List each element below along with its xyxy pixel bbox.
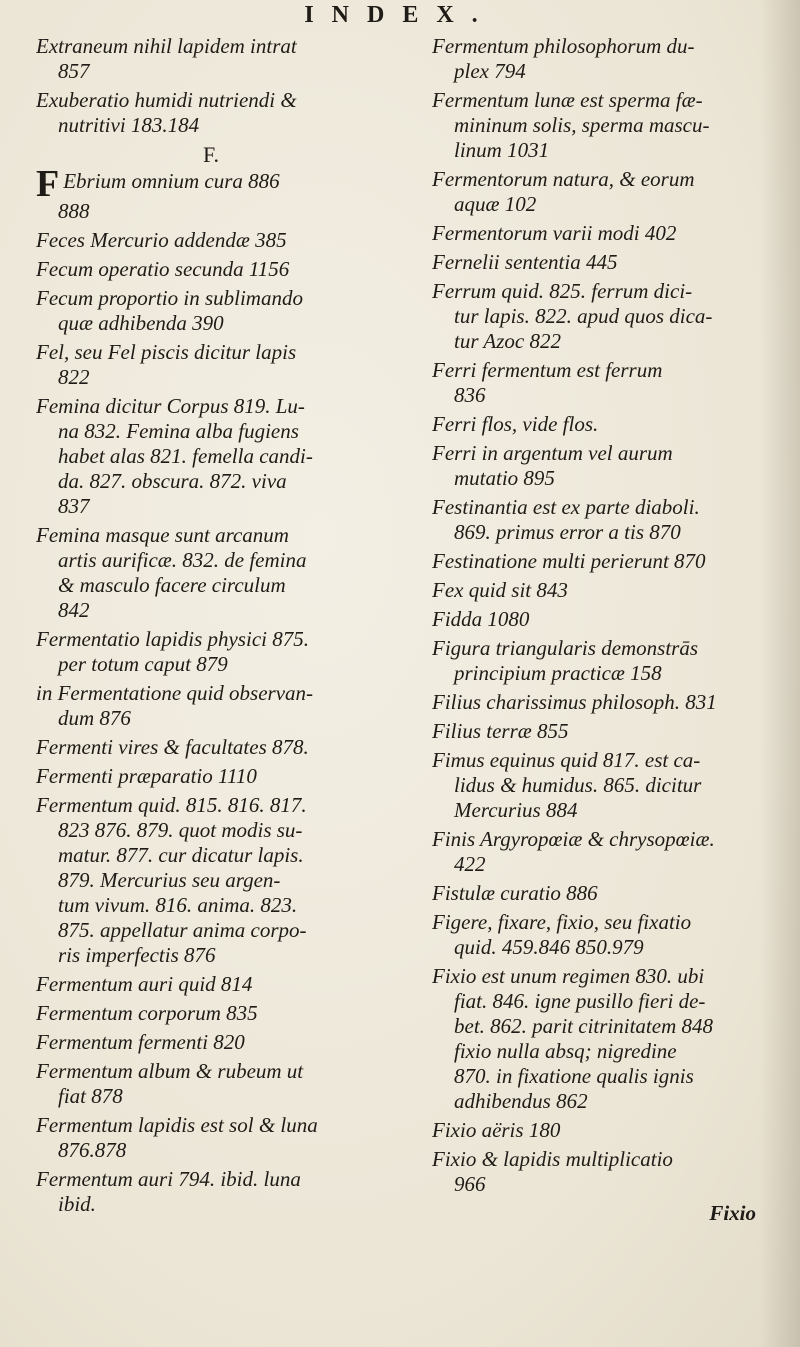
index-entry-line: Fermentatio lapidis physici 875. (36, 627, 309, 651)
index-entry (36, 1030, 386, 1055)
index-entry (432, 578, 774, 603)
index-entry-line: Fermentum auri 794. ibid. luna (36, 1167, 301, 1191)
index-entry (36, 1059, 386, 1109)
index-entry-line: Fimus equinus quid 817. est ca- (432, 748, 701, 772)
index-entry (36, 228, 386, 253)
index-entry-line: 857 (58, 59, 90, 83)
index-entry (432, 221, 774, 246)
index-entry-line: tur lapis. 822. apud quos dica- (454, 304, 713, 328)
index-entry-line: Femina masque sunt arcanum (36, 523, 289, 547)
index-entry-line: aquæ 102 (454, 192, 537, 216)
index-entry-line: Figura triangularis demonstrās (432, 636, 699, 660)
index-entry-line: 823 876. 879. quot modis su- (58, 818, 303, 842)
index-entry-line: & masculo facere circulum (58, 573, 286, 597)
index-entry-line: 879. Mercurius seu argen- (58, 868, 281, 892)
index-entry (36, 169, 386, 224)
index-entry-line: Fermentum corporum 835 (36, 1001, 258, 1025)
index-entry (36, 394, 386, 519)
index-entry-line: per totum caput 879 (58, 652, 228, 676)
index-entry-line: 870. in fixatione qualis ignis (454, 1064, 694, 1088)
index-entry-line: adhibendus 862 (454, 1089, 588, 1113)
index-entry-line: principium practicæ 158 (454, 661, 662, 685)
index-entry-line: 875. appellatur anima corpo- (58, 918, 307, 942)
index-entry-line: da. 827. obscura. 872. viva (58, 469, 287, 493)
index-entry-line: Fidda 1080 (432, 607, 530, 631)
index-entry-line: Figere, fixare, fixio, seu fixatio (432, 910, 692, 934)
drop-cap: F (36, 169, 60, 199)
index-entry (432, 910, 774, 960)
index-entry (432, 358, 774, 408)
index-entry-line: Fermentum lunæ est sperma fæ- (432, 88, 703, 112)
index-entry-line: mutatio 895 (454, 466, 555, 490)
index-entry (432, 748, 774, 823)
index-entry-line: Feces Mercurio addendæ 385 (36, 228, 287, 252)
index-entry-line: Festinantia est ex parte diaboli. (432, 495, 700, 519)
index-entry-line: Fermentum lapidis est sol & luna (36, 1113, 318, 1137)
index-entry (432, 167, 774, 217)
index-entry-line: dum 876 (58, 706, 131, 730)
index-entry-line: Fixio & lapidis multiplicatio (432, 1147, 673, 1171)
index-entry-line: 869. primus error a tis 870 (454, 520, 681, 544)
left-column (36, 34, 386, 1221)
index-entry (432, 827, 774, 877)
index-entry (36, 34, 386, 84)
page-header: INDEX. (304, 2, 496, 28)
index-entry-line: Ferri flos, vide flos. (432, 412, 599, 436)
index-entry-line: ibid. (58, 1192, 96, 1216)
index-entry (36, 1167, 386, 1217)
index-entry-line: na 832. Femina alba fugiens (58, 419, 299, 443)
section-letter: F. (203, 142, 219, 167)
index-entry-line: Fixio est unum regimen 830. ubi (432, 964, 705, 988)
catchword: Fixio (709, 1201, 756, 1225)
index-entry-line: 966 (454, 1172, 486, 1196)
index-entry-line: 888 (58, 199, 90, 223)
index-entry-line: lidus & humidus. 865. dicitur (454, 773, 702, 797)
index-entry-line: 842 (58, 598, 90, 622)
index-entry-line: tum vivum. 816. anima. 823. (58, 893, 298, 917)
index-entry-line: bet. 862. parit citrinitatem 848 (454, 1014, 713, 1038)
index-entry (432, 549, 774, 574)
index-entry-line: fixio nulla absq; nigredine (454, 1039, 677, 1063)
index-entry-line: fiat 878 (58, 1084, 123, 1108)
index-entry-line: fiat. 846. igne pusillo fieri de- (454, 989, 706, 1013)
index-entry-line: Fex quid sit 843 (432, 578, 568, 602)
index-entry (432, 250, 774, 275)
index-entry-line: quid. 459.846 850.979 (454, 935, 644, 959)
index-entry-line: quæ adhibenda 390 (58, 311, 224, 335)
index-entry-line: Ferri in argentum vel aurum (432, 441, 673, 465)
index-entry-line: 836 (454, 383, 486, 407)
index-entry (36, 972, 386, 997)
index-entry-line: Mercurius 884 (454, 798, 578, 822)
index-entry (36, 286, 386, 336)
index-entry (36, 681, 386, 731)
index-entry-line: 876.878 (58, 1138, 127, 1162)
index-entry (432, 1118, 774, 1143)
index-entry (432, 441, 774, 491)
index-entry-line: Filius terræ 855 (432, 719, 569, 743)
index-entry (432, 690, 774, 715)
index-entry (36, 88, 386, 138)
index-entry (36, 257, 386, 282)
index-entry (36, 340, 386, 390)
index-entry-line: Finis Argyropœiæ & chrysopœiæ. (432, 827, 715, 851)
index-entry-line: ris imperfectis 876 (58, 943, 216, 967)
index-entry-line: in Fermentatione quid observan- (36, 681, 314, 705)
index-entry-line: nutritivi 183.184 (58, 113, 200, 137)
index-entry-line: matur. 877. cur dicatur lapis. (58, 843, 304, 867)
index-entry-line: tur Azoc 822 (454, 329, 561, 353)
index-entry (36, 523, 386, 623)
index-entry-line: Fermentorum varii modi 402 (432, 221, 677, 245)
index-entry-line: Fernelii sententia 445 (432, 250, 618, 274)
index-entry-line: Filius charissimus philosoph. 831 (432, 690, 717, 714)
index-entry (36, 1001, 386, 1026)
index-entry-line: 422 (454, 852, 486, 876)
index-entry-line: Fermentum fermenti 820 (36, 1030, 245, 1054)
index-entry (432, 279, 774, 354)
index-entry (36, 735, 386, 760)
index-entry (432, 412, 774, 437)
index-entry-line: Exuberatio humidi nutriendi & (36, 88, 297, 112)
index-entry-line: mininum solis, sperma mascu- (454, 113, 710, 137)
index-entry-line: Fixio aëris 180 (432, 1118, 561, 1142)
index-entry-line: plex 794 (454, 59, 526, 83)
index-entry-line: Fermentum quid. 815. 816. 817. (36, 793, 307, 817)
index-entry-line: Ferrum quid. 825. ferrum dici- (432, 279, 693, 303)
index-entry-line: Festinatione multi perierunt 870 (432, 549, 706, 573)
index-entry (432, 964, 774, 1114)
right-column (432, 34, 774, 1226)
index-entry-line: 822 (58, 365, 90, 389)
index-entry (36, 764, 386, 789)
index-entry-line: Fermentum auri quid 814 (36, 972, 253, 996)
index-entry-line: Fermenti vires & facultates 878. (36, 735, 309, 759)
index-entry-line: Fistulæ curatio 886 (432, 881, 598, 905)
index-entry (36, 627, 386, 677)
index-entry (432, 607, 774, 632)
index-entry (432, 881, 774, 906)
index-entry-line: Fermenti præparatio 1110 (36, 764, 257, 788)
index-entry (432, 636, 774, 686)
index-entry-line: Fecum operatio secunda 1156 (36, 257, 290, 281)
index-entry-line: Fermentum album & rubeum ut (36, 1059, 304, 1083)
index-entry-line: Fermentorum natura, & eorum (432, 167, 695, 191)
index-entry-line: Fel, seu Fel piscis dicitur lapis (36, 340, 297, 364)
index-entry (432, 88, 774, 163)
index-entry-line: 837 (58, 494, 90, 518)
index-entry (36, 1113, 386, 1163)
index-entry (432, 34, 774, 84)
index-entry-line: Femina dicitur Corpus 819. Lu- (36, 394, 305, 418)
index-entry-line: Ferri fermentum est ferrum (432, 358, 663, 382)
index-entry (432, 719, 774, 744)
index-entry-line: linum 1031 (454, 138, 550, 162)
index-entry-line: Fermentum philosophorum du- (432, 34, 695, 58)
index-entry (36, 793, 386, 968)
index-entry-line: Extraneum nihil lapidem intrat (36, 34, 297, 58)
index-entry-line: habet alas 821. femella candi- (58, 444, 313, 468)
index-entry (432, 495, 774, 545)
index-entry-line: artis aurificæ. 832. de femina (58, 548, 307, 572)
index-entry-line: F Ebrium omnium cura 886 (36, 169, 386, 199)
index-entry-line: Fecum proportio in sublimando (36, 286, 303, 310)
index-entry (432, 1147, 774, 1197)
